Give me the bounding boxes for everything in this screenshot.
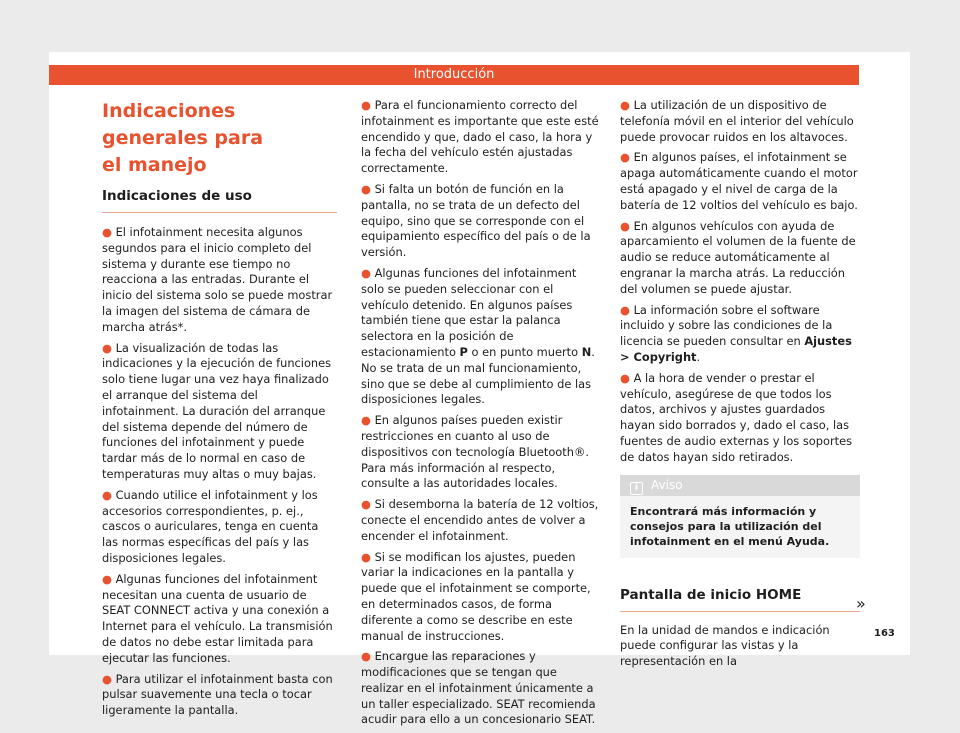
notice-box [620,475,860,558]
list-item: ● En algunos países pueden existir restricciones en cuanto al uso de dispositivos con tecnología Bluetooth®. Para más información al respecto, consulte a las autoridades locales. [361,413,589,491]
list-item: ● Algunas funciones del infotainment necesitan una cuenta de usuario de SEAT CONNECT activa y una conexión a Internet para el vehículo. La transmisión de datos no debe estar limitada para ejecutar las funciones. [102,571,333,665]
list-item: ● La utilización de un dispositivo de telefonía móvil en el interior del vehículo puede provocar ruidos en los altavoces. [620,98,854,144]
list-item: ● La información sobre el software incluido y sobre las condiciones de la licencia se pueden consultar en Ajustes > Copyright. [620,302,852,364]
column-1 [102,98,337,724]
list-item: ● En algunos vehículos con ayuda de aparcamiento el volumen de la fuente de audio se reduce automáticamente al engranar la marcha atrás. La reducción del volumen se puede ajustar. [620,218,856,296]
notice-header [620,475,860,496]
list-item: ● Si se modifican los ajustes, pueden variar la indicaciones en la pantalla y puede que el infotainment se comporte, en determinados casos, de forma diferente a como se describe en este manual de instrucciones. [361,549,591,643]
list-item: ● Encargue las reparaciones y modificaciones que se tengan que realizar en el infotainment únicamente a un taller especializado. SEAT recomienda acudir para ello a un concesionario SEAT. [361,649,596,727]
bullet-icon: ● [620,150,634,165]
bullet-icon: ● [620,370,634,385]
bullet-icon: ● [361,649,375,664]
bullet-icon: ● [361,413,375,428]
list-item: ● Algunas funciones del infotainment solo se pueden seleccionar con el vehículo detenido. En algunos países también tiene que estar la palanca selectora en la posición de estacionamiento P o en punto muerto N. No se trata de un mal funcionamiento, sino que se debe al cumplimiento de las disposiciones legales. [361,265,595,407]
list-item: ● Para el funcionamiento correcto del infotainment es importante que este esté encendido y que, dado el caso, la hora y la fecha del vehículo estén ajustadas correctamente. [361,98,599,176]
bullet-icon: ● [102,671,116,686]
section-subtitle: Indicaciones de uso [102,187,337,213]
list-item: ● A la hora de vender o prestar el vehículo, asegúrese de que todos los datos, archivos y ajustes guardados hayan sido borrados y, dado el caso, las fuentes de audio externas y los soportes de datos hayan sido retirados. [620,370,853,464]
bullet-icon: ● [620,218,634,233]
bullet-icon: ● [620,98,634,112]
list-item: ● En algunos países, el infotainment se apaga automáticamente cuando el motor está apagado y el nivel de carga de la batería de 12 voltios del vehículo es bajo. [620,150,858,212]
list-item: ● El infotainment necesita algunos segundos para el inicio completo del sistema y durante ese tiempo no reacciona a las entradas. Durante el inicio del sistema solo se puede mostrar la imagen del sistema de cámara de marcha atrás*. [102,225,333,334]
bullet-icon: ● [620,302,634,317]
bullet-icon: ● [102,340,116,355]
list-item: ● Si falta un botón de función en la pantalla, no se trata de un defecto del equipo, sino que se corresponde con el equipamiento específico del país o de la versión. [361,181,591,260]
bullet-icon: ● [361,181,375,196]
bullet-icon: ● [361,549,375,564]
column-3 [620,98,860,675]
page-number: 163 [874,628,895,639]
info-icon: i [630,482,643,495]
page-title: Indicaciones generales para el manejo [102,100,264,176]
bullet-icon: ● [361,497,375,512]
notice-title: Aviso [651,477,683,492]
bullet-icon: ● [102,487,116,502]
bullet-icon: ● [102,571,116,586]
bullet-icon: ● [102,225,116,239]
bullet-icon: ● [361,265,375,280]
column-2 [361,98,599,733]
home-heading-wrap [620,586,860,612]
home-heading: Pantalla de inicio HOME [620,586,860,612]
list-item: ● Para utilizar el infotainment basta con pulsar suavemente una tecla o tocar ligeramente la pantalla. [102,671,333,718]
home-paragraph: En la unidad de mandos e indicación puede configurar las vistas y la representación en la [620,622,830,669]
list-item: ● Cuando utilice el infotainment y los accesorios correspondientes, p. ej., cascos o auriculares, tenga en cuenta las normas específicas del país y las disposiciones legales. [102,487,319,565]
list-item: ● La visualización de todas las indicaciones y la ejecución de funciones solo tiene lugar una vez haya finalizado el arranque del sistema del infotainment. La duración del arranque del sistema depende del número de funciones del infotainment y puede tardar más de lo normal en caso de temperaturas muy altas o muy bajas. [102,340,332,481]
section-header: Introducción [49,65,859,85]
notice-text: Encontrará más información y consejos para la utilización del infotainment en el menú Ayuda. [630,504,830,548]
continue-icon: » [856,594,866,613]
list-item: ● Si desemborna la batería de 12 voltios, conecte el encendido antes de volver a encender el infotainment. [361,497,599,543]
bullet-icon: ● [361,98,375,112]
subtitle-wrap [102,187,337,213]
